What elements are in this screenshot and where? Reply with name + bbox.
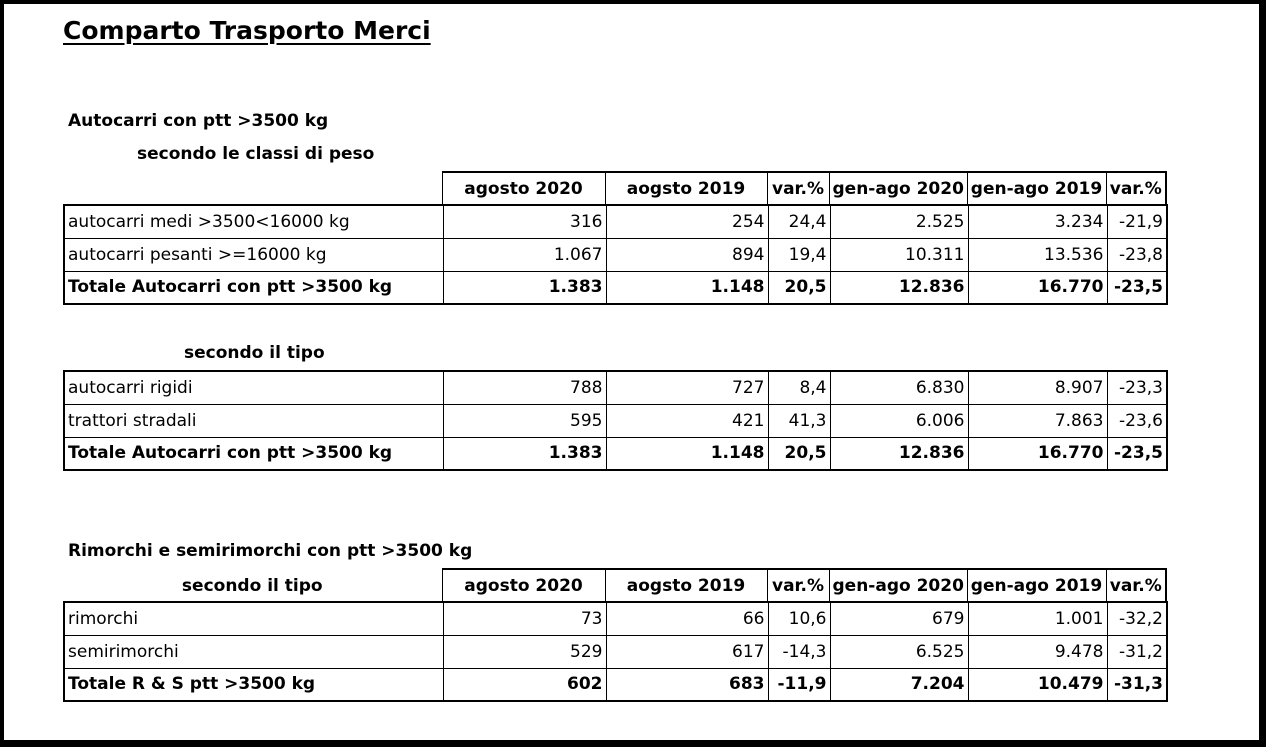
cell-value: 9.478 [968, 635, 1107, 668]
section2-table [63, 370, 1168, 471]
table-row-total [64, 437, 1167, 470]
row-label: autocarri pesanti >=16000 kg [64, 238, 443, 271]
col-header: agosto 2020 [442, 569, 605, 602]
section3-table [63, 601, 1168, 702]
cell-value: 20,5 [768, 271, 830, 304]
cell-value: 1.067 [443, 238, 606, 271]
cell-value: 2.525 [830, 205, 968, 238]
cell-value: 617 [606, 635, 768, 668]
row-label: Totale Autocarri con ptt >3500 kg [64, 437, 443, 470]
col-header: gen-ago 2019 [967, 569, 1106, 602]
section3-subheading: secondo il tipo [181, 575, 323, 596]
section3-heading: Rimorchi e semirimorchi con ptt >3500 kg [68, 541, 473, 561]
cell-value: -14,3 [768, 635, 830, 668]
cell-value: -23,5 [1107, 271, 1167, 304]
cell-value: 529 [443, 635, 606, 668]
table-row [64, 238, 1167, 271]
cell-value: 6.525 [830, 635, 968, 668]
cell-value: -23,5 [1107, 437, 1167, 470]
cell-value: 12.836 [830, 271, 968, 304]
table-row [64, 602, 1167, 635]
section1-header-table [63, 171, 1167, 206]
table-row-total [64, 668, 1167, 701]
cell-value: -32,2 [1107, 602, 1167, 635]
cell-value: 6.830 [830, 371, 968, 404]
col-header: gen-ago 2020 [829, 172, 967, 205]
cell-value: 788 [443, 371, 606, 404]
table-row-total [64, 271, 1167, 304]
cell-value: 1.001 [968, 602, 1107, 635]
cell-value: 1.383 [443, 271, 606, 304]
cell-value: 12.836 [830, 437, 968, 470]
cell-value: 16.770 [968, 437, 1107, 470]
row-label: autocarri rigidi [64, 371, 443, 404]
cell-value: 3.234 [968, 205, 1107, 238]
section3-header-table [63, 568, 1167, 603]
cell-value: 10.311 [830, 238, 968, 271]
section1-subheading: secondo le classi di peso [137, 144, 375, 164]
cell-value: 6.006 [830, 404, 968, 437]
row-label: semirimorchi [64, 635, 443, 668]
cell-value: 679 [830, 602, 968, 635]
cell-value: 13.536 [968, 238, 1107, 271]
cell-value: 683 [606, 668, 768, 701]
row-label: Totale Autocarri con ptt >3500 kg [64, 271, 443, 304]
cell-value: 7.204 [830, 668, 968, 701]
row-label: Totale R & S ptt >3500 kg [64, 668, 443, 701]
cell-value: -23,3 [1107, 371, 1167, 404]
section2-subheading: secondo il tipo [184, 343, 325, 363]
col-header: var.% [767, 172, 829, 205]
cell-value: -11,9 [768, 668, 830, 701]
cell-value: 727 [606, 371, 768, 404]
row-label: autocarri medi >3500<16000 kg [64, 205, 443, 238]
col-header: gen-ago 2019 [967, 172, 1106, 205]
col-header: aogsto 2019 [605, 569, 767, 602]
table-row [64, 371, 1167, 404]
col-header: gen-ago 2020 [829, 569, 967, 602]
cell-value: 254 [606, 205, 768, 238]
cell-value: 8,4 [768, 371, 830, 404]
cell-value: 421 [606, 404, 768, 437]
cell-value: 41,3 [768, 404, 830, 437]
section1-table [63, 204, 1168, 305]
cell-value: 1.148 [606, 437, 768, 470]
cell-value: 19,4 [768, 238, 830, 271]
cell-value: 602 [443, 668, 606, 701]
cell-value: 7.863 [968, 404, 1107, 437]
cell-value: 24,4 [768, 205, 830, 238]
page-title: Comparto Trasporto Merci [63, 16, 431, 45]
cell-value: 894 [606, 238, 768, 271]
cell-value: -31,3 [1107, 668, 1167, 701]
cell-value: 16.770 [968, 271, 1107, 304]
cell-value: 1.383 [443, 437, 606, 470]
col-header: var.% [1106, 569, 1166, 602]
row-label: trattori stradali [64, 404, 443, 437]
col-header: agosto 2020 [442, 172, 605, 205]
cell-value: 316 [443, 205, 606, 238]
cell-value: 1.148 [606, 271, 768, 304]
cell-value: 8.907 [968, 371, 1107, 404]
col-header: var.% [1106, 172, 1166, 205]
row-label: rimorchi [64, 602, 443, 635]
cell-value: 595 [443, 404, 606, 437]
cell-value: -23,6 [1107, 404, 1167, 437]
section1-heading: Autocarri con ptt >3500 kg [68, 111, 329, 131]
cell-value: 73 [443, 602, 606, 635]
cell-value: 66 [606, 602, 768, 635]
header-blank [63, 172, 442, 205]
cell-value: 10.479 [968, 668, 1107, 701]
col-header: aogsto 2019 [605, 172, 767, 205]
cell-value: -23,8 [1107, 238, 1167, 271]
table-row [64, 205, 1167, 238]
cell-value: -31,2 [1107, 635, 1167, 668]
cell-value: 10,6 [768, 602, 830, 635]
cell-value: 20,5 [768, 437, 830, 470]
table-row [64, 404, 1167, 437]
table-row [64, 635, 1167, 668]
cell-value: -21,9 [1107, 205, 1167, 238]
col-header: var.% [767, 569, 829, 602]
